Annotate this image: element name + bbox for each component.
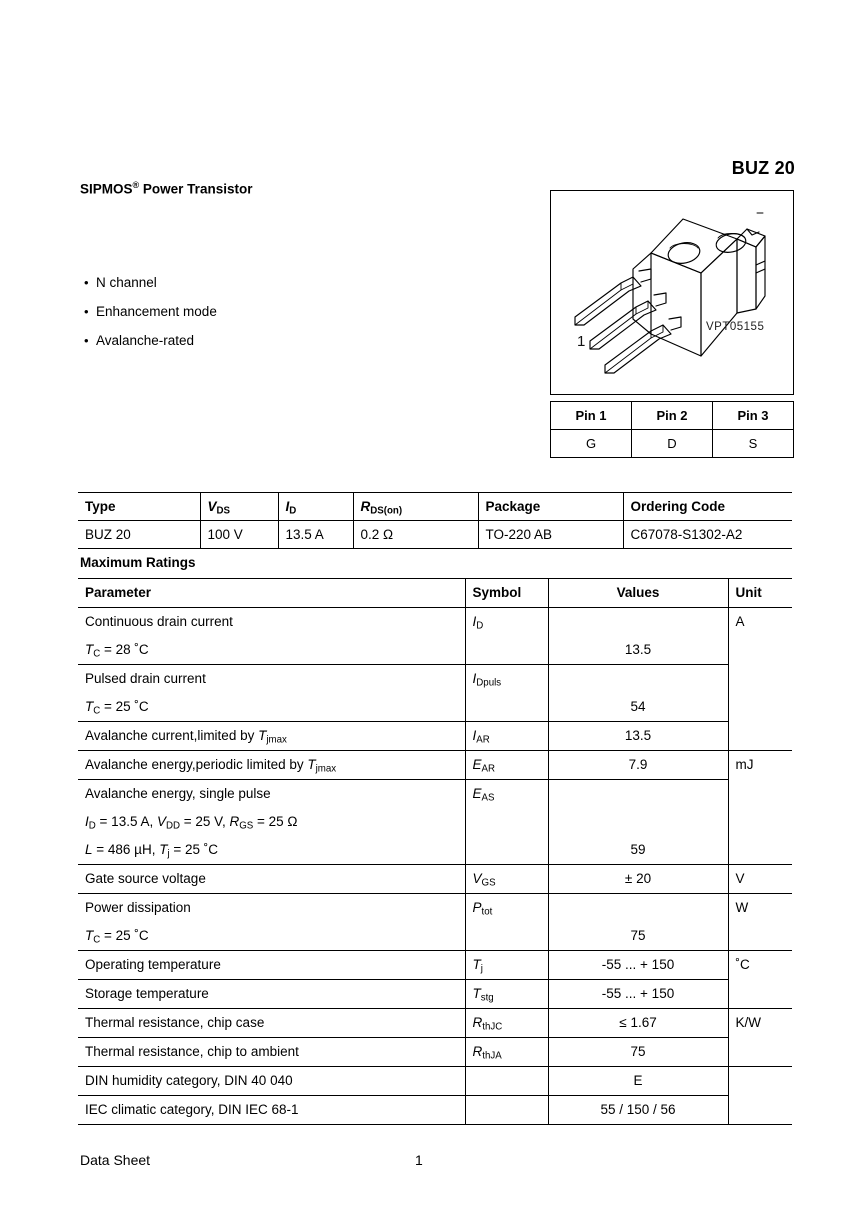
parameter-line: Storage temperature [85, 986, 209, 1001]
parameter-line: IEC climatic category, DIN IEC 68-1 [85, 1102, 299, 1117]
symbol-spacer [473, 808, 548, 836]
parameter-line: $T_C = 25$ ˚C [85, 928, 149, 946]
registered-trademark-icon: ® [132, 180, 140, 190]
cell-symbol [465, 608, 548, 665]
value-text: 55 / 150 / 56 [600, 1102, 676, 1117]
value-text: 13.5 [624, 728, 652, 743]
pin-assignment-table [550, 401, 794, 458]
cell-id: 13.5 A [278, 521, 353, 549]
cell-parameter [78, 722, 465, 751]
value-spacer [549, 894, 728, 922]
symbol-spacer [473, 836, 548, 864]
symbol-letter: R [360, 499, 371, 514]
symbol-letter: I [285, 499, 290, 514]
list-item [84, 297, 217, 326]
parameter-line: Thermal resistance, chip case [85, 1015, 265, 1030]
symbol-label [473, 1096, 548, 1124]
symbol-spacer [473, 636, 548, 664]
product-subtitle [80, 180, 252, 197]
table-row [78, 751, 792, 780]
value-text: ± 20 [624, 871, 652, 886]
col-header-type: Type [78, 493, 200, 521]
unit-label [736, 665, 793, 693]
cell-symbol [465, 980, 548, 1009]
parameter-line: $T_C = 25$ ˚C [85, 699, 149, 717]
cell-symbol [465, 1038, 548, 1067]
pin2-header: Pin 2 [632, 402, 713, 430]
cell-value [548, 1067, 728, 1096]
bullet-icon: • [84, 275, 89, 290]
value-text: -55 ... + 150 [601, 986, 675, 1001]
cell-value [548, 951, 728, 980]
col-header-vds [200, 493, 278, 521]
table-row [78, 951, 792, 980]
cell-unit [728, 1067, 792, 1096]
cell-unit [728, 865, 792, 894]
parameter-line: Avalanche current,limited by $T_{jmax}$ [85, 728, 287, 746]
parameter-line: L = 486 µH, $T_j = 25$ ˚C [85, 842, 219, 860]
bullet-icon: • [84, 304, 89, 319]
symbol-label: $I_{AR}$ [472, 728, 490, 746]
cell-value [548, 1096, 728, 1125]
cell-unit [728, 751, 792, 780]
parameter-line: DIN humidity category, DIN 40 040 [85, 1073, 293, 1088]
cell-parameter [78, 751, 465, 780]
cell-parameter [78, 894, 465, 951]
feature-list [84, 268, 217, 355]
table-row [78, 894, 792, 951]
unit-label: K/W [735, 1015, 761, 1030]
cell-unit [728, 1096, 792, 1125]
cell-parameter [78, 951, 465, 980]
table-row [78, 493, 792, 521]
cell-unit [728, 780, 792, 865]
feature-label: Enhancement mode [96, 304, 217, 319]
unit-label: ˚C [735, 957, 750, 972]
cell-unit [728, 1038, 792, 1067]
value-spacer [549, 608, 728, 636]
feature-label: Avalanche-rated [96, 333, 195, 348]
value-text: ≤ 1.67 [619, 1015, 657, 1030]
subtitle-prefix: SIPMOS [80, 181, 133, 197]
subtitle-suffix: Power Transistor [142, 181, 253, 197]
parameter-line: Power dissipation [85, 900, 191, 915]
symbol-letter: V [207, 499, 217, 514]
col-header-ordering-code: Ordering Code [630, 499, 726, 514]
list-item [84, 326, 217, 355]
cell-parameter [78, 865, 465, 894]
cell-unit [728, 980, 792, 1009]
cell-vds: 100 V [200, 521, 278, 549]
table-row [78, 865, 792, 894]
col-header-values: Values [548, 579, 728, 608]
value-text: 59 [630, 842, 646, 857]
cell-value [548, 980, 728, 1009]
table-row [78, 1038, 792, 1067]
unit-label [736, 980, 793, 1008]
cell-symbol [465, 751, 548, 780]
table-row [551, 430, 794, 458]
symbol-spacer [473, 922, 548, 950]
table-row [78, 780, 792, 865]
cell-parameter [78, 1038, 465, 1067]
parameter-line: $T_C = 28$ ˚C [85, 642, 149, 660]
col-header-symbol: Symbol [465, 579, 548, 608]
table-row [78, 722, 792, 751]
cell-parameter [78, 608, 465, 665]
table-row [78, 1009, 792, 1038]
value-text: E [633, 1073, 643, 1088]
table-row [78, 608, 792, 665]
symbol-subscript: DS [216, 505, 231, 517]
cell-symbol [465, 1009, 548, 1038]
cell-symbol [465, 951, 548, 980]
max-ratings-heading: Maximum Ratings [80, 555, 196, 570]
table-row [78, 579, 792, 608]
value-text: 7.9 [628, 757, 648, 772]
cell-symbol [465, 780, 548, 865]
pin3-value: S [713, 430, 794, 458]
pin3-header: Pin 3 [713, 402, 794, 430]
cell-unit [728, 951, 792, 980]
symbol-label: $I_{Dpuls}$ [472, 671, 502, 689]
cell-parameter [78, 1067, 465, 1096]
unit-label: V [735, 871, 745, 886]
unit-label: A [735, 614, 745, 629]
cell-symbol [465, 865, 548, 894]
table-row [551, 402, 794, 430]
cell-symbol [465, 1067, 548, 1096]
col-header-unit: Unit [735, 585, 762, 600]
value-spacer [549, 780, 728, 808]
symbol-label [473, 1067, 548, 1095]
symbol-subscript: DS(on) [370, 505, 403, 517]
cell-value [548, 894, 728, 951]
symbol-label: $E_{AS}$ [472, 786, 495, 804]
list-item [84, 268, 217, 297]
symbol-label: $E_{AR}$ [472, 757, 496, 775]
cell-ordering-code: C67078-S1302-A2 [630, 527, 743, 542]
table-row [78, 1067, 792, 1096]
col-header-package: Package [478, 493, 623, 521]
part-number-title: BUZ 20 [731, 158, 795, 178]
parameter-line: Operating temperature [85, 957, 221, 972]
package-drawing-box [550, 190, 794, 395]
cell-unit [728, 894, 792, 951]
parameter-line: $I_D = 13.5$ A, $V_{DD} = 25$ V, $R_{GS} = 25$ Ω [85, 814, 298, 832]
value-text: 13.5 [624, 642, 652, 657]
parameter-line: Gate source voltage [85, 871, 206, 886]
cell-unit [728, 722, 792, 751]
unit-label [736, 1067, 793, 1095]
cell-parameter [78, 780, 465, 865]
cell-value [548, 780, 728, 865]
cell-parameter [78, 980, 465, 1009]
cell-package: TO-220 AB [478, 521, 623, 549]
symbol-label: $R_{thJA}$ [472, 1044, 502, 1062]
symbol-label: $I_D$ [472, 614, 484, 632]
bullet-icon: • [84, 333, 89, 348]
value-text: 75 [630, 1044, 646, 1059]
symbol-label: $P_{tot}$ [472, 900, 493, 918]
cell-symbol [465, 1096, 548, 1125]
unit-label: W [735, 900, 749, 915]
cell-symbol [465, 722, 548, 751]
parameter-line: Avalanche energy,periodic limited by $T_{jmax}$ [85, 757, 337, 775]
cell-value [548, 751, 728, 780]
symbol-subscript: D [289, 505, 297, 517]
cell-rdson: 0.2 Ω [353, 521, 478, 549]
table-row [78, 665, 792, 722]
package-code-label: VPT05155 [706, 321, 765, 333]
cell-unit [728, 665, 792, 722]
cell-value [548, 1009, 728, 1038]
cell-symbol [465, 894, 548, 951]
symbol-label: $T_{stg}$ [472, 986, 494, 1004]
type-overview-table [78, 492, 792, 549]
pin1-value: G [551, 430, 632, 458]
parameter-line: Thermal resistance, chip to ambient [85, 1044, 299, 1059]
value-text: 75 [630, 928, 646, 943]
footer-page-number: 1 [415, 1152, 423, 1168]
parameter-line: Avalanche energy, single pulse [85, 786, 271, 801]
pin1-header: Pin 1 [551, 402, 632, 430]
symbol-label: $R_{thJC}$ [472, 1015, 503, 1033]
cell-parameter [78, 665, 465, 722]
cell-parameter [78, 1009, 465, 1038]
table-row [78, 1096, 792, 1125]
cell-value [548, 608, 728, 665]
symbol-label: $T_j$ [472, 957, 483, 975]
feature-label: N channel [96, 275, 157, 290]
footer-label: Data Sheet [80, 1152, 151, 1168]
cell-parameter [78, 1096, 465, 1125]
cell-value [548, 722, 728, 751]
col-header-parameter: Parameter [78, 579, 465, 608]
col-header-id [278, 493, 353, 521]
unit-label [736, 1096, 793, 1124]
pin1-marker-label: 1 [577, 333, 586, 350]
parameter-line: Pulsed drain current [85, 671, 206, 686]
cell-value [548, 665, 728, 722]
value-text: 54 [630, 699, 646, 714]
parameter-line: Continuous drain current [85, 614, 233, 629]
col-header-rdson [353, 493, 478, 521]
cell-unit [728, 608, 792, 665]
unit-label [736, 780, 793, 808]
symbol-spacer [473, 693, 548, 721]
value-spacer [549, 665, 728, 693]
cell-type: BUZ 20 [78, 521, 200, 549]
cell-value [548, 1038, 728, 1067]
to220-package-illustration [551, 191, 791, 392]
cell-symbol [465, 665, 548, 722]
maximum-ratings-table [78, 578, 792, 1125]
cell-unit [728, 1009, 792, 1038]
pin2-value: D [632, 430, 713, 458]
unit-label [736, 722, 793, 750]
unit-label [736, 1038, 793, 1066]
table-row [78, 980, 792, 1009]
table-row [78, 521, 792, 549]
unit-label: mJ [735, 757, 754, 772]
value-spacer [549, 808, 728, 836]
value-text: -55 ... + 150 [601, 957, 675, 972]
cell-value [548, 865, 728, 894]
symbol-label: $V_{GS}$ [472, 871, 496, 889]
